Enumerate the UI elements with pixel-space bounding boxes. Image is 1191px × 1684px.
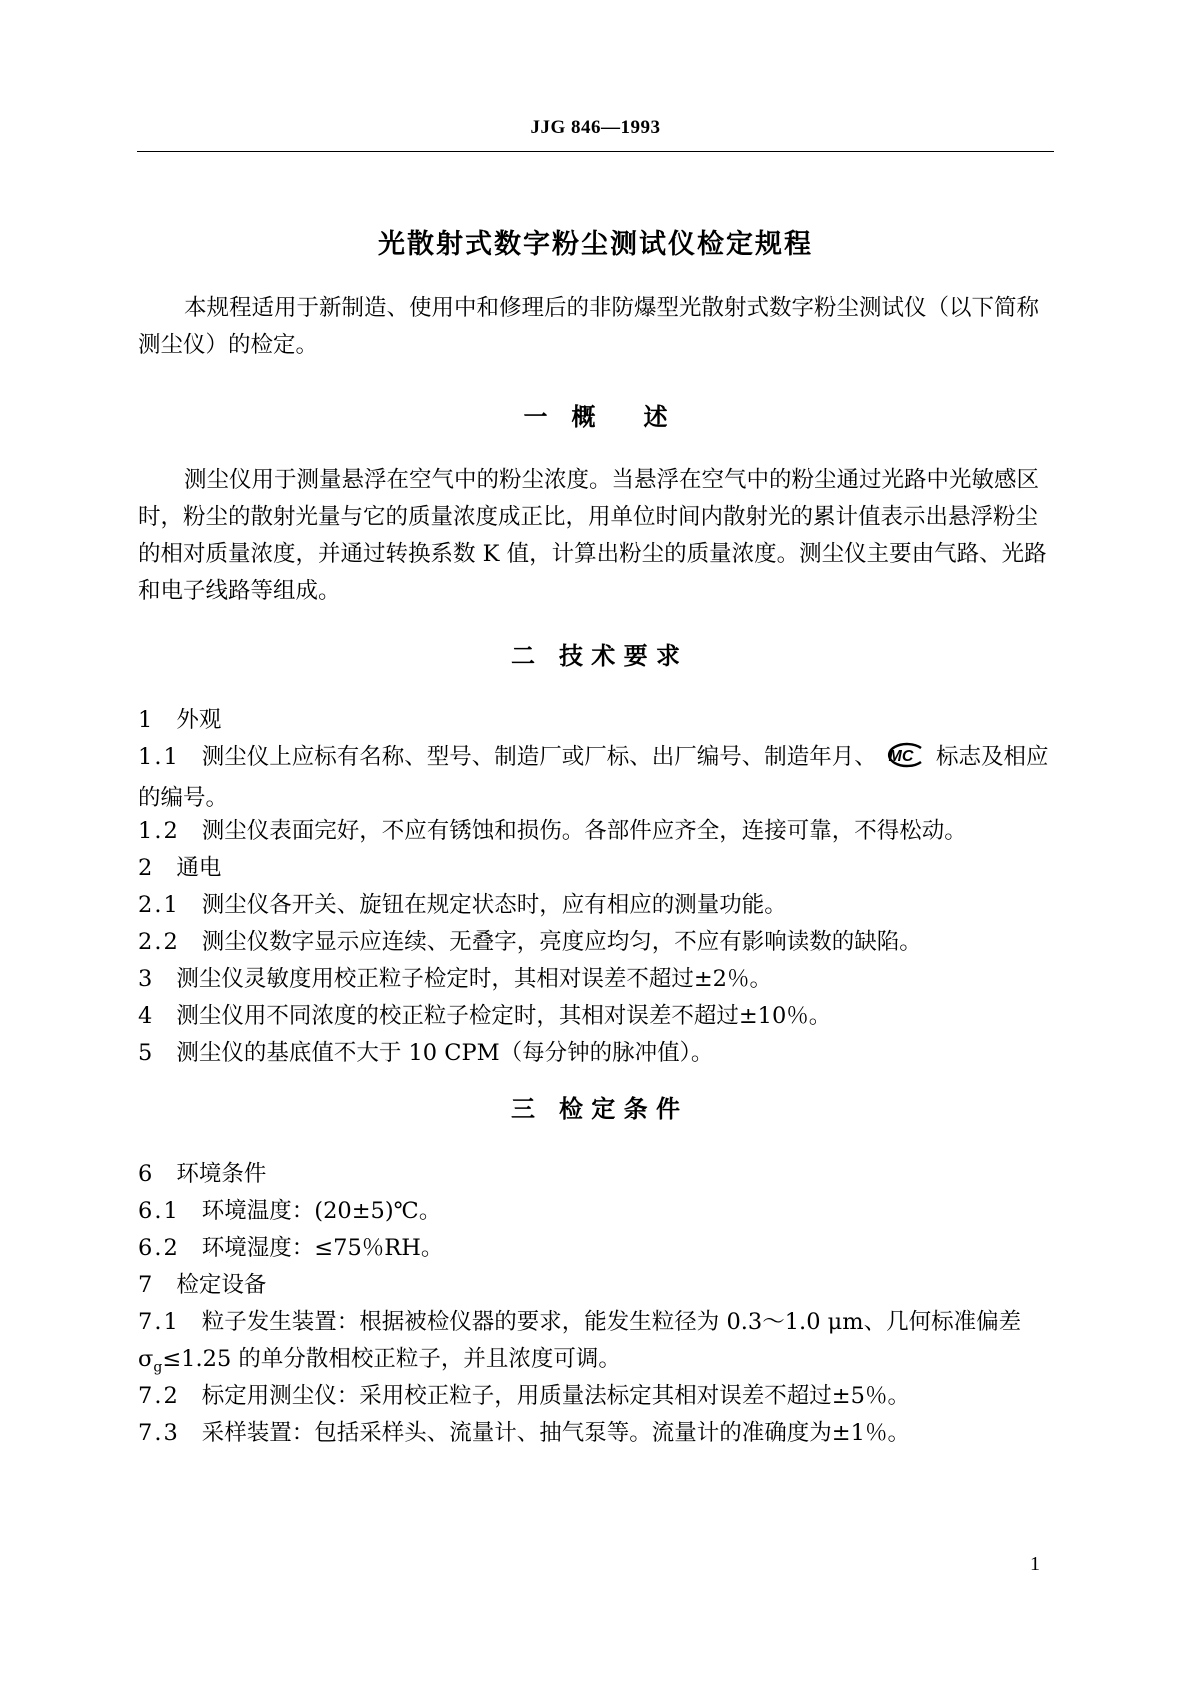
clause-7-3 [138,1415,1054,1452]
clause-number: 6.2 [138,1235,180,1261]
overview-paragraph: 测尘仪用于测量悬浮在空气中的粉尘浓度。当悬浮在空气中的粉尘通过光路中光敏感区时，粉尘的散射光量与它的质量浓度成正比，用单位时间内散射光的累计值表示出悬浮粉尘的相对质量浓度，并通过转换系数 K 值，计算出粉尘的质量浓度。测尘仪主要由气路、光路和电子线路等组成。 [138,467,1047,604]
sigma-subscript: g [153,1359,163,1376]
clause-5 [138,1035,1054,1072]
clause-2-1 [138,887,1054,924]
clause-number: 7.2 [138,1383,180,1409]
clause-text: 环境湿度：≤75％RH。 [201,1235,444,1261]
clause-text-continued: 标志及相应的编号。 [138,744,1049,811]
clause-1-2 [138,813,1054,850]
clause-7-1 [138,1304,1054,1387]
header-rule [137,151,1054,152]
clause-text: 测尘仪表面完好，不应有锈蚀和损伤。各部件应齐全，连接可靠，不得松动。 [201,818,967,844]
clause-6 [138,1156,1054,1193]
clause-number: 1.1 [138,744,180,770]
clause-text: 检定设备 [176,1272,267,1298]
clause-text: 采样装置：包括采样头、流量计、抽气泵等。流量计的准确度为±1％。 [201,1420,910,1446]
clause-number: 1.2 [138,818,180,844]
clause-number: 2.2 [138,929,180,955]
clause-number: 7.3 [138,1420,180,1446]
clause-number: 6 [138,1161,155,1187]
cmc-mark-icon [881,742,925,780]
clause-text: 标定用测尘仪：采用校正粒子，用质量法标定其相对误差不超过±5％。 [201,1383,910,1409]
section-heading-overview: 一 概 述 [523,403,668,431]
clause-2 [138,850,1054,887]
clause-2-2 [138,924,1054,961]
clause-7 [138,1267,1054,1304]
clause-text: 测尘仪各开关、旋钮在规定状态时，应有相应的测量功能。 [201,892,787,918]
clause-4 [138,998,1054,1035]
clause-number: 5 [138,1040,155,1066]
clause-text-continued: ≤1.25 的单分散相校正粒子，并且浓度可调。 [162,1346,621,1372]
clause-6-1 [138,1193,1054,1230]
cmc-mark-text: MC [888,748,914,765]
clause-text: 测尘仪的基底值不大于 10 CPM（每分钟的脉冲值）。 [176,1040,714,1066]
page-number: 1 [1030,1553,1040,1575]
clause-1-1 [138,739,1054,817]
clause-number: 1 [138,707,155,733]
clause-number: 2.1 [138,892,180,918]
clause-1 [138,702,1054,739]
section-heading-technical-requirements: 二 技 术 要 求 [510,642,681,670]
page-title: 光散射式数字粉尘测试仪检定规程 [378,229,813,260]
section-heading-verification-conditions: 三 检 定 条 件 [510,1095,681,1123]
intro-paragraph: 本规程适用于新制造、使用中和修理后的非防爆型光散射式数字粉尘测试仪（以下简称测尘仪）的检定。 [138,295,1040,358]
clause-text: 测尘仪上应标有名称、型号、制造厂或厂标、出厂编号、制造年月、 [201,744,877,770]
clause-number: 7.1 [138,1309,180,1335]
clause-7-2 [138,1378,1054,1415]
clause-number: 3 [138,966,155,992]
clause-number: 2 [138,855,155,881]
clause-number: 6.1 [138,1198,180,1224]
clause-text: 测尘仪灵敏度用校正粒子检定时，其相对误差不超过±2％。 [176,966,772,992]
clause-number: 4 [138,1003,155,1029]
clause-text: 外观 [176,707,222,733]
clause-text: 测尘仪用不同浓度的校正粒子检定时，其相对误差不超过±10％。 [176,1003,832,1029]
clause-number: 7 [138,1272,155,1298]
clause-text: 测尘仪数字显示应连续、无叠字，亮度应均匀，不应有影响读数的缺陷。 [201,929,922,955]
clause-text: 环境条件 [176,1161,267,1187]
clause-6-2 [138,1230,1054,1267]
clause-text: 通电 [176,855,222,881]
clause-3 [138,961,1054,998]
document-code-header: JJG 846—1993 [530,117,661,138]
clause-text: 粒子发生装置：根据被检仪器的要求，能发生粒径为 0.3～1.0 μm、几何标准偏差 σ [138,1309,1022,1372]
clause-text: 环境温度：(20±5)℃。 [201,1198,442,1224]
